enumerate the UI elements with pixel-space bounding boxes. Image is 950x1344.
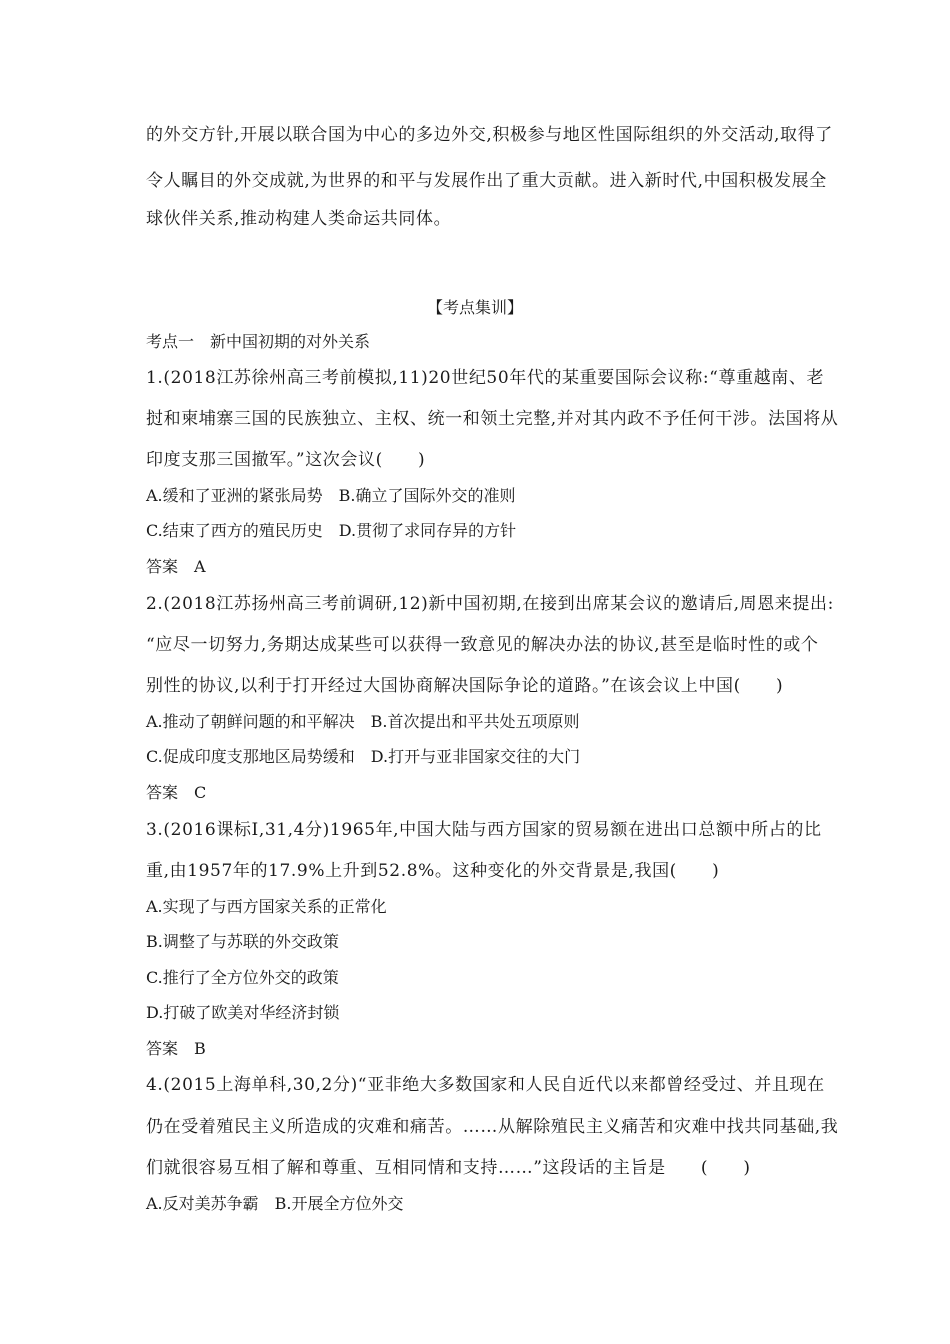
section-title: 【考点集训】: [426, 298, 523, 317]
answer: 答案 C: [146, 783, 207, 802]
question-stem: “应尽一切努力,务期达成某些可以获得一致意见的解决办法的协议,甚至是临时性的或个: [146, 635, 819, 655]
question-stem: 重,由1957年的17.9%上升到52.8%。这种变化的外交背景是,我国( ): [146, 861, 720, 881]
question-stem: 4.(2015上海单科,30,2分)“亚非绝大多数国家和人民自近代以来都曾经受过、并且现在: [146, 1075, 825, 1095]
question-stem: 印度支那三国撤军。”这次会议( ): [146, 450, 426, 470]
question-stem: 3.(2016课标Ⅰ,31,4分)1965年,中国大陆与西方国家的贸易额在进出口总额中所占的比: [146, 820, 822, 840]
answer: 答案 A: [146, 557, 206, 576]
question-stem: 别性的协议,以利于打开经过大国协商解决国际争论的道路。”在该会议上中国( ): [146, 676, 784, 696]
answer: 答案 B: [146, 1039, 206, 1058]
question-stem: 2.(2018江苏扬州高三考前调研,12)新中国初期,在接到出席某会议的邀请后,周恩来提出:: [146, 594, 834, 614]
text-line: 令人瞩目的外交成就,为世界的和平与发展作出了重大贡献。进入新时代,中国积极发展全: [146, 171, 827, 191]
question-stem: 们就很容易互相了解和尊重、互相同情和支持……”这段话的主旨是 ( ): [146, 1158, 751, 1178]
question-option: A.反对美苏争霸 B.开展全方位外交: [146, 1194, 404, 1213]
question-option: A.缓和了亚洲的紧张局势 B.确立了国际外交的准则: [146, 486, 516, 505]
question-option: A.实现了与西方国家关系的正常化: [146, 897, 387, 916]
question-stem: 1.(2018江苏徐州高三考前模拟,11)20世纪50年代的某重要国际会议称:“尊重越南、老: [146, 368, 825, 388]
text-line: 球伙伴关系,推动构建人类命运共同体。: [146, 209, 452, 229]
question-stem: 挝和柬埔寨三国的民族独立、主权、统一和领土完整,并对其内政不予任何干涉。法国将从: [146, 409, 839, 429]
question-option: C.推行了全方位外交的政策: [146, 968, 339, 987]
question-option: A.推动了朝鲜问题的和平解决 B.首次提出和平共处五项原则: [146, 712, 580, 731]
question-option: C.结束了西方的殖民历史 D.贯彻了求同存异的方针: [146, 521, 517, 540]
question-option: D.打破了欧美对华经济封锁: [146, 1003, 340, 1022]
question-stem: 仍在受着殖民主义所造成的灾难和痛苦。……从解除殖民主义痛苦和灾难中找共同基础,我: [146, 1117, 839, 1137]
question-option: C.促成印度支那地区局势缓和 D.打开与亚非国家交往的大门: [146, 747, 581, 766]
question-option: B.调整了与苏联的外交政策: [146, 932, 339, 951]
topic-heading: 考点一 新中国初期的对外关系: [146, 332, 371, 351]
text-line: 的外交方针,开展以联合国为中心的多边外交,积极参与地区性国际组织的外交活动,取得了: [146, 125, 833, 145]
